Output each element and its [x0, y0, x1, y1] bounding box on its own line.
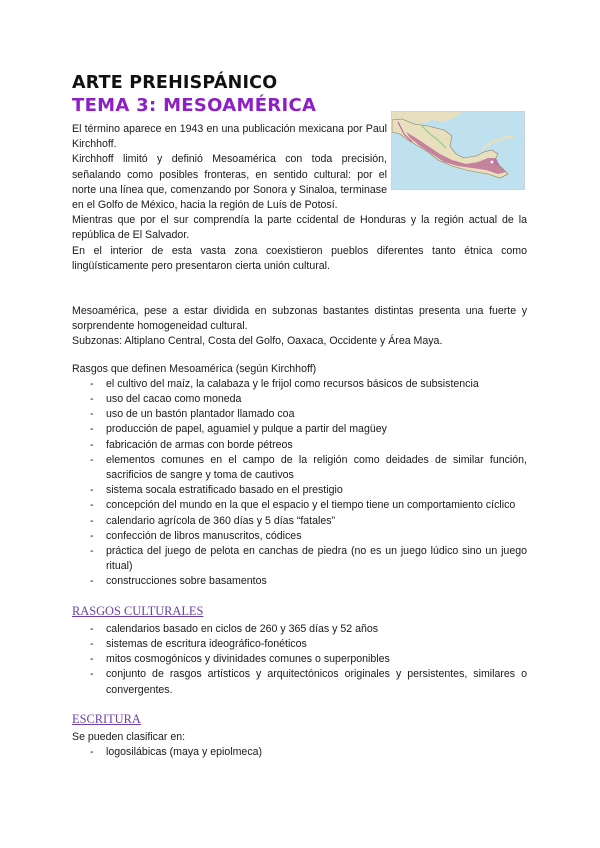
intro-paragraph-1: El término aparece en 1943 en una publicación mexicana por Paul Kirchhoff.	[72, 123, 387, 151]
intro-paragraph-2: Kirchhoff limitó y definió Mesoamérica con toda precisión, señalando como posibles fronteras, en sentido cultural: por el norte una línea que, comenzando por Sonora y Sinaloa, terminase en el Golfo de México, hacia la región de Luís de Potosí.	[72, 153, 387, 212]
rasgos-culturales-list	[72, 622, 527, 698]
list-item: - sistema socala estratificado basado en el prestigio	[90, 483, 527, 498]
escritura-list	[72, 745, 527, 760]
list-item: - logosilábicas (maya y epiolmeca)	[90, 745, 527, 760]
list-item: - uso de un bastón plantador llamado coa	[90, 407, 527, 422]
escritura-heading: ESCRITURA	[72, 711, 141, 726]
document-title: ARTE PREHISPÁNICO	[72, 73, 278, 93]
list-item: - práctica del juego de pelota en canchas de piedra (no es un juego lúdico sino un juego ritual)	[90, 544, 527, 574]
rasgos-culturales-heading: RASGOS CULTURALES	[72, 603, 204, 618]
rasgos-intro: Rasgos que definen Mesoamérica (según Kirchhoff)	[72, 362, 317, 375]
list-item: - uso del cacao como moneda	[90, 392, 527, 407]
subzonas-paragraph: Subzonas: Altiplano Central, Costa del Golfo, Oaxaca, Occidente y Área Maya.	[72, 335, 443, 348]
list-item: - concepción del mundo en la que el espacio y el tiempo tiene un comportamiento cíclico	[90, 498, 527, 513]
document-page	[72, 72, 527, 760]
list-item: - mitos cosmogónicos y divinidades comunes o superponibles	[90, 652, 527, 667]
topic-subtitle: TEMA 3: MESOAMÉRICA	[72, 95, 317, 116]
rasgos-list	[72, 377, 527, 590]
intro-paragraph-3: Mientras que por el sur comprendía la parte ccidental de Honduras y la región actual de la república de El Salvador.	[72, 214, 527, 242]
list-item: - construcciones sobre basamentos	[90, 574, 527, 589]
list-item: - el cultivo del maíz, la calabaza y le frijol como recursos básicos de subsistencia	[90, 377, 527, 392]
list-item: - elementos comunes en el campo de la religión como deidades de similar función, sacrificios de sangre y toma de cautivos	[90, 453, 527, 483]
intro-paragraph-4: En el interior de esta vasta zona coexistieron pueblos diferentes tanto étnica como lingüísticamente pero presentaron cierta unión cultural.	[72, 244, 527, 272]
list-item: - conjunto de rasgos artísticos y arquitectónicos originales y persistentes, similares o convergentes.	[90, 667, 527, 697]
list-item: - sistemas de escritura ideográfico-fonéticos	[90, 637, 527, 652]
list-item: - calendarios basado en ciclos de 260 y 365 días y 52 años	[90, 622, 527, 637]
list-item: - producción de papel, aguamiel y pulque a partir del magüey	[90, 422, 527, 437]
list-item: - confección de libros manuscritos, códices	[90, 529, 527, 544]
escritura-intro: Se pueden clasificar en:	[72, 730, 186, 743]
list-item: - fabricación de armas con borde pétreos	[90, 438, 527, 453]
list-item: - calendario agrícola de 360 días y 5 días “fatales”	[90, 514, 527, 529]
homogeneidad-paragraph: Mesoamérica, pese a estar dividida en subzonas bastantes distintas presenta una fuerte y sorprendente homogeneidad cultural.	[72, 305, 527, 333]
mesoamerica-map-image	[391, 111, 525, 190]
